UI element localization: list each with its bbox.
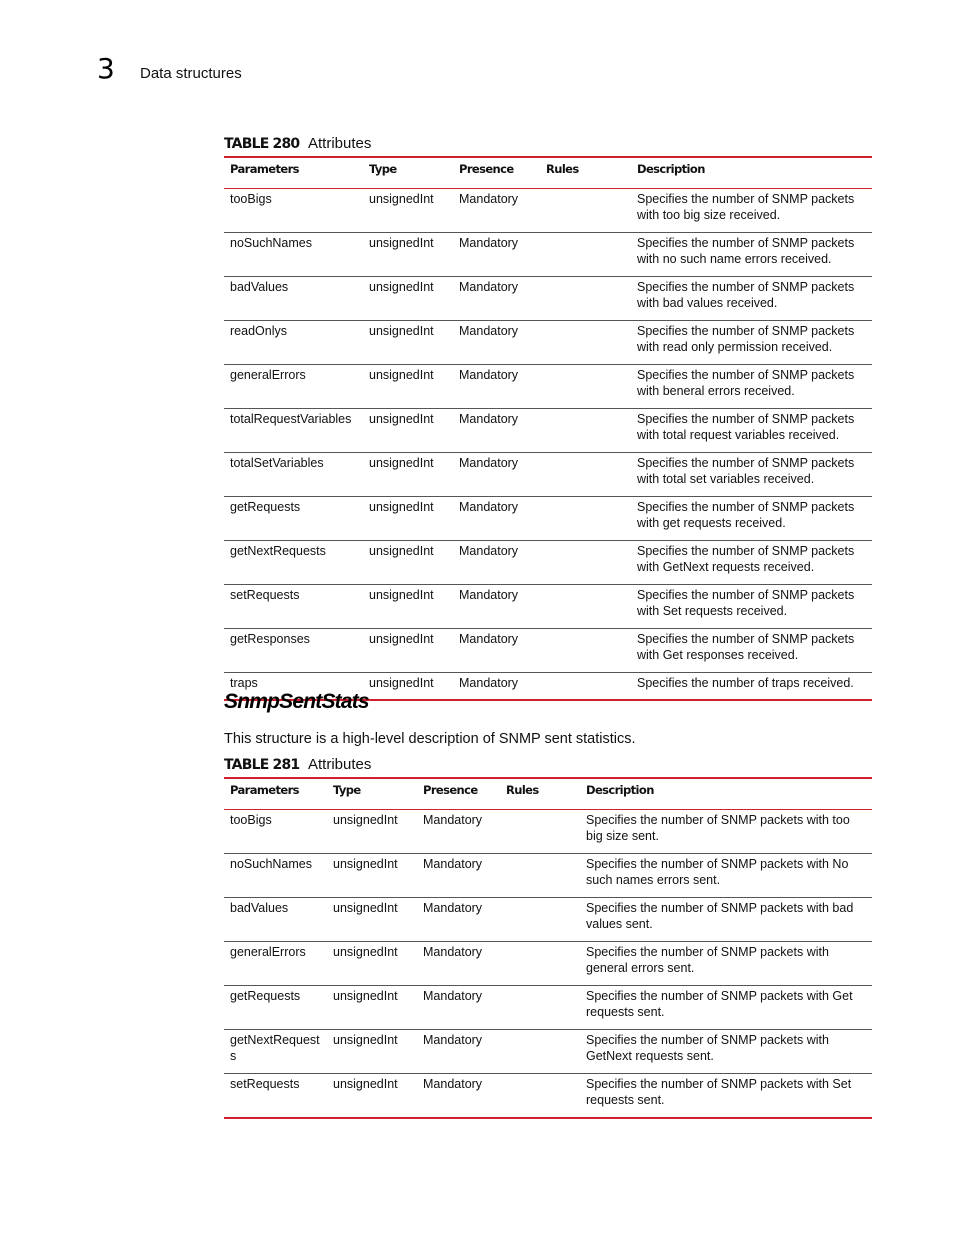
cell-parameter: traps bbox=[230, 675, 258, 690]
section-intro: This structure is a high-level description of SNMP sent statistics. bbox=[224, 731, 636, 747]
cell-presence: Mandatory bbox=[459, 675, 519, 690]
cell-description: Specifies the number of SNMP packets with total set variables received. bbox=[637, 455, 855, 486]
cell-parameter: getNextRequests bbox=[230, 543, 326, 558]
chapter-title: Data structures bbox=[140, 65, 242, 82]
cell-parameter: getResponses bbox=[230, 631, 310, 646]
table-280 bbox=[224, 156, 872, 701]
cell-rules bbox=[540, 276, 631, 320]
cell-type: unsignedInt bbox=[369, 543, 434, 558]
cell-rules bbox=[540, 188, 631, 232]
cell-type: unsignedInt bbox=[333, 900, 398, 915]
table-281-body bbox=[224, 809, 872, 1118]
cell-type: unsignedInt bbox=[369, 279, 434, 294]
cell-presence: Mandatory bbox=[459, 455, 519, 470]
cell-type: unsignedInt bbox=[369, 587, 434, 602]
cell-description: Specifies the number of SNMP packets with Get responses received. bbox=[637, 631, 855, 662]
cell-presence: Mandatory bbox=[459, 235, 519, 250]
cell-description: Specifies the number of SNMP packets with GetNext requests sent. bbox=[586, 1032, 829, 1063]
cell-parameter: getNextRequests bbox=[230, 1032, 320, 1063]
cell-parameter: generalErrors bbox=[230, 944, 306, 959]
cell-parameter: totalSetVariables bbox=[230, 455, 324, 470]
cell-presence: Mandatory bbox=[423, 944, 483, 959]
table-row bbox=[224, 276, 872, 320]
cell-rules bbox=[540, 232, 631, 276]
column-header-type: Type bbox=[369, 162, 397, 176]
cell-description: Specifies the number of SNMP packets with read only permission received. bbox=[637, 323, 855, 354]
table-row bbox=[224, 1073, 872, 1118]
cell-parameter: getRequests bbox=[230, 988, 301, 1003]
cell-parameter: getRequests bbox=[230, 499, 301, 514]
cell-parameter: setRequests bbox=[230, 1076, 300, 1091]
cell-parameter: noSuchNames bbox=[230, 856, 312, 871]
cell-type: unsignedInt bbox=[369, 675, 434, 690]
table-row bbox=[224, 853, 872, 897]
cell-presence: Mandatory bbox=[459, 323, 519, 338]
cell-rules bbox=[500, 853, 580, 897]
table-row bbox=[224, 320, 872, 364]
cell-presence: Mandatory bbox=[423, 1032, 483, 1047]
chapter-number: 3 bbox=[97, 52, 115, 85]
column-header-rules: Rules bbox=[546, 162, 579, 176]
cell-description: Specifies the number of traps received. bbox=[637, 675, 854, 690]
table-281 bbox=[224, 777, 872, 1119]
cell-rules bbox=[500, 941, 580, 985]
cell-presence: Mandatory bbox=[459, 411, 519, 426]
cell-rules bbox=[500, 897, 580, 941]
table-row bbox=[224, 809, 872, 853]
cell-description: Specifies the number of SNMP packets with Set requests sent. bbox=[586, 1076, 852, 1107]
cell-type: unsignedInt bbox=[333, 856, 398, 871]
cell-parameter: totalRequestVariables bbox=[230, 411, 352, 426]
cell-description: Specifies the number of SNMP packets with beneral errors received. bbox=[637, 367, 855, 398]
cell-rules bbox=[540, 540, 631, 584]
table-row bbox=[224, 897, 872, 941]
cell-description: Specifies the number of SNMP packets with No such names errors sent. bbox=[586, 856, 849, 887]
cell-type: unsignedInt bbox=[333, 944, 398, 959]
cell-rules bbox=[500, 1029, 580, 1073]
cell-description: Specifies the number of SNMP packets with no such name errors received. bbox=[637, 235, 855, 266]
column-header-presence: Presence bbox=[423, 783, 478, 797]
cell-type: unsignedInt bbox=[369, 455, 434, 470]
cell-type: unsignedInt bbox=[369, 411, 434, 426]
cell-description: Specifies the number of SNMP packets with general errors sent. bbox=[586, 944, 829, 975]
cell-type: unsignedInt bbox=[369, 367, 434, 382]
column-header-presence: Presence bbox=[459, 162, 514, 176]
cell-rules bbox=[540, 628, 631, 672]
cell-type: unsignedInt bbox=[369, 499, 434, 514]
table-row bbox=[224, 941, 872, 985]
cell-rules bbox=[540, 496, 631, 540]
cell-description: Specifies the number of SNMP packets with get requests received. bbox=[637, 499, 855, 530]
table-280-title: Attributes bbox=[308, 135, 372, 152]
cell-presence: Mandatory bbox=[459, 191, 519, 206]
cell-description: Specifies the number of SNMP packets with bad values sent. bbox=[586, 900, 854, 931]
cell-description: Specifies the number of SNMP packets with bad values received. bbox=[637, 279, 855, 310]
column-header-type: Type bbox=[333, 783, 361, 797]
column-header-description: Description bbox=[637, 162, 705, 176]
cell-rules bbox=[540, 408, 631, 452]
cell-rules bbox=[500, 1073, 580, 1118]
cell-type: unsignedInt bbox=[369, 631, 434, 646]
cell-description: Specifies the number of SNMP packets with Get requests sent. bbox=[586, 988, 853, 1019]
cell-rules bbox=[540, 364, 631, 408]
cell-presence: Mandatory bbox=[459, 499, 519, 514]
column-header-parameters: Parameters bbox=[230, 783, 299, 797]
cell-description: Specifies the number of SNMP packets with total request variables received. bbox=[637, 411, 855, 442]
column-header-rules: Rules bbox=[506, 783, 539, 797]
cell-presence: Mandatory bbox=[459, 279, 519, 294]
table-280-caption bbox=[224, 135, 371, 152]
cell-rules bbox=[540, 320, 631, 364]
cell-rules bbox=[540, 672, 631, 700]
table-row bbox=[224, 364, 872, 408]
table-row bbox=[224, 1029, 872, 1073]
section-heading: SnmpSentStats bbox=[224, 690, 369, 713]
cell-description: Specifies the number of SNMP packets with too big size received. bbox=[637, 191, 855, 222]
cell-rules bbox=[500, 809, 580, 853]
cell-parameter: setRequests bbox=[230, 587, 300, 602]
cell-presence: Mandatory bbox=[459, 631, 519, 646]
cell-type: unsignedInt bbox=[333, 1076, 398, 1091]
cell-type: unsignedInt bbox=[369, 191, 434, 206]
table-row bbox=[224, 232, 872, 276]
table-281-title: Attributes bbox=[308, 756, 372, 773]
cell-description: Specifies the number of SNMP packets with too big size sent. bbox=[586, 812, 850, 843]
cell-description: Specifies the number of SNMP packets with GetNext requests received. bbox=[637, 543, 855, 574]
table-row bbox=[224, 408, 872, 452]
cell-type: unsignedInt bbox=[333, 812, 398, 827]
cell-rules bbox=[540, 584, 631, 628]
cell-parameter: badValues bbox=[230, 279, 289, 294]
cell-type: unsignedInt bbox=[369, 323, 434, 338]
cell-rules bbox=[540, 452, 631, 496]
cell-parameter: tooBigs bbox=[230, 812, 272, 827]
cell-parameter: generalErrors bbox=[230, 367, 306, 382]
table-280-label: TABLE 280 bbox=[224, 136, 300, 152]
column-header-description: Description bbox=[586, 783, 654, 797]
cell-presence: Mandatory bbox=[459, 587, 519, 602]
cell-presence: Mandatory bbox=[459, 367, 519, 382]
table-header-row bbox=[224, 157, 872, 188]
cell-parameter: badValues bbox=[230, 900, 289, 915]
table-row bbox=[224, 985, 872, 1029]
cell-presence: Mandatory bbox=[459, 543, 519, 558]
cell-presence: Mandatory bbox=[423, 900, 483, 915]
table-row bbox=[224, 540, 872, 584]
cell-presence: Mandatory bbox=[423, 856, 483, 871]
table-row bbox=[224, 188, 872, 232]
cell-type: unsignedInt bbox=[333, 1032, 398, 1047]
cell-type: unsignedInt bbox=[369, 235, 434, 250]
cell-presence: Mandatory bbox=[423, 812, 483, 827]
cell-parameter: readOnlys bbox=[230, 323, 287, 338]
table-280-body bbox=[224, 188, 872, 700]
table-row bbox=[224, 628, 872, 672]
cell-parameter: noSuchNames bbox=[230, 235, 312, 250]
table-281-label: TABLE 281 bbox=[224, 757, 300, 773]
table-header-row bbox=[224, 778, 872, 809]
table-row bbox=[224, 452, 872, 496]
table-row bbox=[224, 584, 872, 628]
cell-rules bbox=[500, 985, 580, 1029]
cell-type: unsignedInt bbox=[333, 988, 398, 1003]
column-header-parameters: Parameters bbox=[230, 162, 299, 176]
table-row bbox=[224, 496, 872, 540]
cell-description: Specifies the number of SNMP packets with Set requests received. bbox=[637, 587, 855, 618]
cell-parameter: tooBigs bbox=[230, 191, 272, 206]
cell-presence: Mandatory bbox=[423, 1076, 483, 1091]
cell-presence: Mandatory bbox=[423, 988, 483, 1003]
table-281-caption bbox=[224, 756, 371, 773]
